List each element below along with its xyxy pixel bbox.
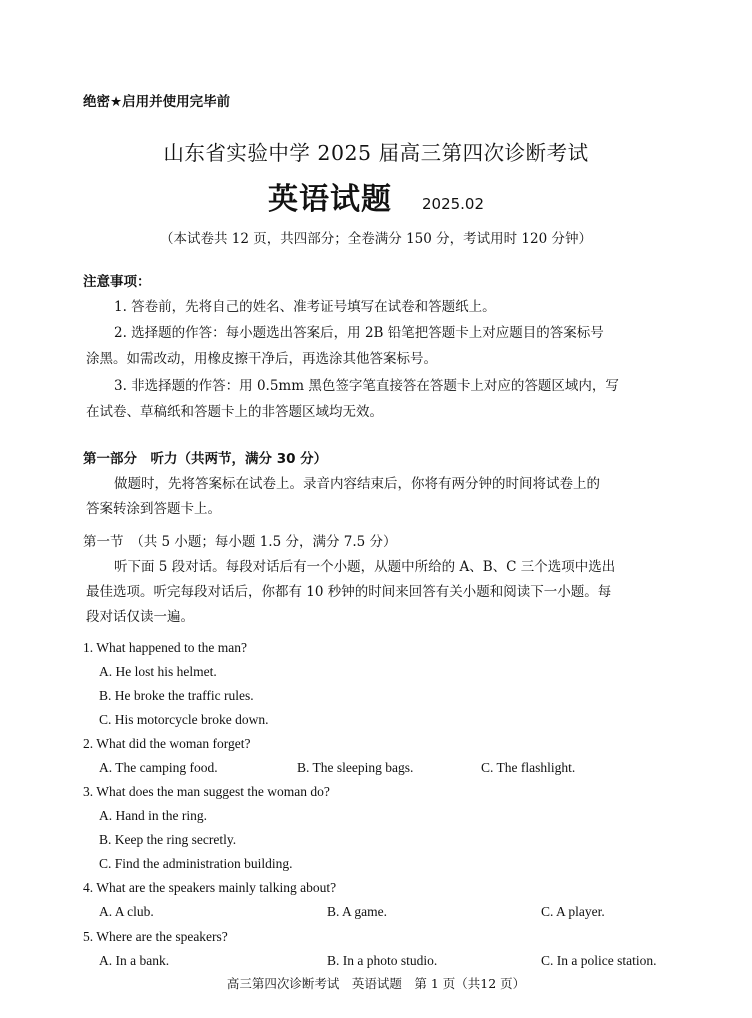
question-option: A. A club. [99, 904, 154, 919]
part-heading: 第一部分 听力（共两节，满分 30 分） [83, 451, 328, 467]
section-intro: 听下面 5 段对话。每段对话后有一个小题，从题中所给的 A、B、C 三个选项中选出 [114, 559, 616, 575]
part-intro: 答案转涂到答题卡上。 [86, 501, 221, 517]
question-option: A. Hand in the ring. [99, 808, 207, 823]
section-intro: 段对话仅读一遍。 [86, 609, 194, 625]
question-stem: 4. What are the speakers mainly talking about? [83, 880, 337, 895]
question-stem: 1. What happened to the man? [83, 640, 247, 655]
note-item: 1. 答卷前，先将自己的姓名、准考证号填写在试卷和答题纸上。 [114, 299, 496, 315]
notes-heading: 注意事项： [83, 274, 151, 290]
question-option: B. Keep the ring secretly. [99, 832, 237, 847]
note-item-continued: 在试卷、草稿纸和答题卡上的非答题区域均无效。 [86, 404, 383, 420]
question-option: C. In a police station. [541, 953, 657, 968]
part-intro: 做题时，先将答案标在试卷上。录音内容结束后，你将有两分钟的时间将试卷上的 [114, 476, 600, 492]
question-option: B. The sleeping bags. [297, 760, 414, 775]
question-option: B. He broke the traffic rules. [99, 688, 254, 703]
question-option: A. He lost his helmet. [99, 664, 217, 679]
question-stem: 5. Where are the speakers? [83, 929, 228, 944]
page-title: 英语试题 [267, 182, 392, 217]
question-option: A. In a bank. [99, 953, 170, 968]
section-intro: 最佳选项。听完每段对话后，你都有 10 秒钟的时间来回答有关小题和阅读下一小题。每 [86, 584, 612, 600]
exam-name: 山东省实验中学 2025 届高三第四次诊断考试 [163, 141, 589, 165]
question-option: C. A player. [541, 904, 605, 919]
question-option: C. Find the administration building. [99, 856, 293, 871]
question-option: C. His motorcycle broke down. [99, 712, 269, 727]
question-option: B. A game. [327, 904, 387, 919]
confidential-label: 绝密★启用并使用完毕前 [83, 94, 231, 110]
note-item: 2. 选择题的作答：每小题选出答案后，用 2B 铅笔把答题卡上对应题目的答案标号 [114, 325, 604, 341]
note-item-continued: 涂黑。如需改动，用橡皮擦干净后，再选涂其他答案标号。 [86, 351, 437, 367]
question-stem: 3. What does the man suggest the woman do? [83, 784, 330, 799]
question-option: C. The flashlight. [481, 760, 576, 775]
section-heading: 第一节 （共 5 小题；每小题 1.5 分，满分 7.5 分） [83, 534, 397, 550]
page-footer: 高三第四次诊断考试 英语试题 第 1 页（共12 页） [226, 976, 526, 991]
question-option: A. The camping food. [99, 760, 218, 775]
exam-scope: （本试卷共 12 页，共四部分；全卷满分 150 分，考试用时 120 分钟） [160, 231, 592, 247]
question-option: B. In a photo studio. [327, 953, 438, 968]
exam-date: 2025.02 [421, 195, 485, 213]
question-stem: 2. What did the woman forget? [83, 736, 251, 751]
title-row [0, 174, 752, 218]
note-item: 3. 非选择题的作答：用 0.5mm 黑色签字笔直接答在答题卡上对应的答题区域内，写 [114, 378, 619, 394]
